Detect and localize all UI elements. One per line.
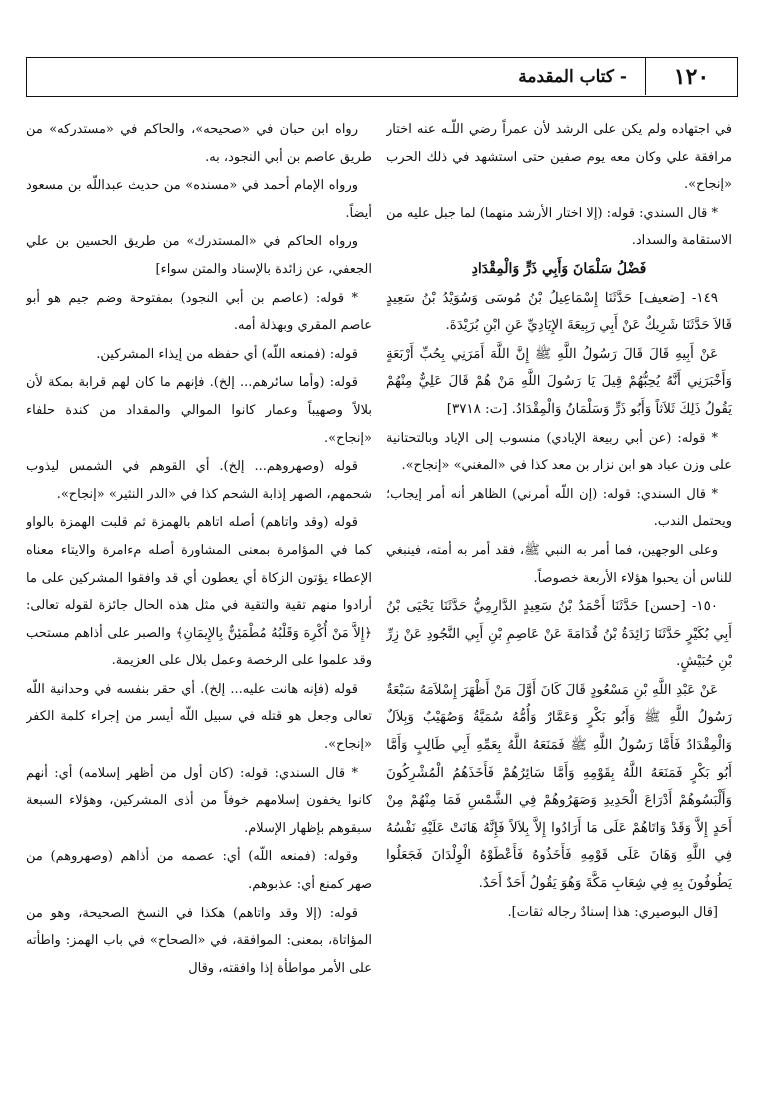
right-column: [386, 116, 732, 1106]
hadith-isnad: ١٥٠- [حسن] حَدَّثَنَا أَحْمَدُ بْنُ سَعِيدٍ الدَّارِمِيُّ حَدَّثَنَا يَحْيَى بْنُ أَبِي بُكَيْرٍ حَدَّثَنَا زَائِدَةُ بْنُ قُدَامَةَ عَنْ عَاصِمِ بْنِ أَبِي النَّجُودِ عَنْ زِرِّ بْنِ حُبَيْشٍ.: [386, 599, 732, 670]
commentary-paragraph: رواه ابن حبان في «صحيحه»، والحاكم في «مستدركه» من طريق عاصم بن أبي النجود، به.: [26, 122, 372, 165]
book-title: - كتاب المقدمة: [518, 66, 627, 87]
commentary-paragraph: قوله: (وأما سائرهم... إلخ). فإنهم ما كان لهم قرابة بمكة لأن بلالاً وصهيباً وعمار كانوا الموالي والمقداد من كندة حلفاء «إنجاح».: [26, 375, 372, 446]
commentary-paragraph: وقوله: (فمنعه اللّه) أي: عصمه من أذاهم (وصهروهم) من صهر كمنع أي: عذبوهم.: [26, 849, 372, 893]
commentary-paragraph: ورواه الحاكم في «المستدرك» من طريق الحسين بن علي الجعفي، عن زائدة بالإسناد والمتن سواء]: [26, 234, 372, 277]
commentary-paragraph: قوله (وصهروهم... إلخ). أي القوهم في الشمس ليذوب شحمهم، الصهر إذابة الشحم كذا في «الدر النثير» «إنجاح».: [26, 459, 372, 502]
left-column: [26, 116, 372, 1106]
grading-note: [قال البوصيري: هذا إسنادٌ رجاله ثقات].: [507, 904, 718, 920]
commentary-paragraph: ورواه الإمام أحمد في «مسنده» من حديث عبداللّه بن مسعود أيضاً.: [26, 178, 372, 221]
hadith-isnad: ١٤٩- [ضعيف] حَدَّثَنَا إِسْمَاعِيلُ بْنُ مُوسَى وَسُوَيْدُ بْنُ سَعِيدٍ قَالاَ حَدَّثَنَا شَرِيكٌ عَنْ أَبِي رَبِيعَةَ الإِيَادِيِّ عَنِ ابْنِ بُرَيْدَةَ.: [386, 290, 732, 334]
commentary-paragraph: * قوله: (عن أبي ربيعة الإيادي) منسوب إلى الإياد وبالتحتانية على وزن عباد هو ابن نزار بن معد كذا في «المغني» «إنجاح».: [386, 430, 732, 474]
page-number: ١٢٠: [645, 58, 737, 95]
commentary-paragraph: قوله: (فمنعه اللّه) أي حفظه من إيذاء المشركين.: [96, 346, 358, 362]
commentary-paragraph: قوله (فإنه هانت عليه... إلخ). أي حقر بنفسه في وحدانية اللّه تعالى وجعل هو قتله في سبيل اللّه أيسر من إجراء كلمة الكفر «إنجاح».: [26, 681, 372, 753]
commentary-paragraph: قوله (وقد واتاهم) أصله اتاهم بالهمزة ثم قلبت الهمزة بالواو كما في المؤامرة بمعنى المشاورة أصله مءامرة والايتاء معناه الإعطاء يؤتون الزكاة أي يعطون أي قد وافقوا المشركين على ما أرادوا منهم تقية والتقية في مثل هذه الحال جائزة لقوله تعالى: ﴿إِلاَّ مَنْ أُكْرِهَ وَقَلْبُهُ مُطْمَئِنٌّ بِالإِيمَانِ﴾ والصبر على أذاهم مستحب وقد علموا على الرخصة وعمل بلال على العزيمة.: [26, 515, 372, 669]
commentary-paragraph: وعلى الوجهين، فما أمر به النبي ﷺ، فقد أمر به أمته، فينبغي للناس أن يحبوا هؤلاء الأربعة خصوصاً.: [386, 542, 732, 586]
commentary-paragraph: * قال السندي: قوله: (إن اللّه أمرني) الظاهر أنه أمر إيجاب؛ ويحتمل الندب.: [386, 486, 732, 530]
commentary-paragraph: * قال السندي: قوله: (إلا اختار الأرشد منهما) لما جبل عليه من الاستقامة والسداد.: [386, 205, 732, 249]
commentary-paragraph: * قوله: (عاصم بن أبي النجود) بمفتوحة وضم جيم هو أبو عاصم المقري وبهذلة أمه.: [26, 290, 372, 334]
hadith-text: عَنْ عَبْدِ اللَّهِ بْنِ مَسْعُودٍ قَالَ كَانَ أَوَّلَ مَنْ أَظْهَرَ إِسْلاَمَهُ سَبْعَةٌ رَسُولُ اللَّهِ ﷺ وَأَبُو بَكْرٍ وَعَمَّارٌ وَأُمُّهُ سُمَيَّةُ وَصُهَيْبٌ وَبِلاَلٌ وَالْمِقْدَادُ فَأَمَّا رَسُولُ اللَّهِ ﷺ فَمَنَعَهُ اللَّهُ بِعَمِّهِ أَبِي طَالِبٍ وَأَمَّا أَبُو بَكْرٍ فَمَنَعَهُ اللَّهُ بِقَوْمِهِ وَأَمَّا سَائِرُهُمْ فَأَخَذَهُمُ الْمُشْرِكُونَ وَأَلْبَسُوهُمْ أَدْرَاعَ الْحَدِيدِ وَصَهَرُوهُمْ فِي الشَّمْسِ فَمَا مِنْهُمْ مِنْ أَحَدٍ إِلاَّ وَقَدْ وَاتَاهُمْ عَلَى مَا أَرَادُوا إِلاَّ بِلاَلاً فَإِنَّهُ هَانَتْ عَلَيْهِ نَفْسُهُ فِي اللَّهِ وَهَانَ عَلَى قَوْمِهِ فَأَخَذُوهُ فَأَعْطَوْهُ الْوِلْدَانَ فَجَعَلُوا يَطُوفُونَ بِهِ فِي شِعَابِ مَكَّةَ وَهُوَ يَقُولُ أَحَدٌ أَحَدٌ.: [386, 682, 732, 892]
page-header: [26, 57, 738, 97]
commentary-paragraph: في اجتهاده ولم يكن على الرشد لأن عمراً رضي اللّـه عنه اختار مرافقة علي وكان معه يوم صفين حتى استشهد في ذلك الحرب «إنجاح».: [386, 122, 732, 193]
hadith-text: عَنْ أَبِيهِ قَالَ قَالَ رَسُولُ اللَّهِ ﷺ إِنَّ اللَّهَ أَمَرَنِي بِحُبِّ أَرْبَعَةٍ وَأَخْبَرَنِي أَنَّهُ يُحِبُّهُمْ قِيلَ يَا رَسُولَ اللَّهِ مَنْ هُمْ قَالَ عَلِيٌّ مِنْهُمْ يَقُولُ ذَلِكَ ثَلاَثاً وَأَبُو ذَرٍّ وَسَلْمَانُ وَالْمِقْدَادُ. [ت: ٣٧١٨]: [386, 346, 732, 417]
commentary-paragraph: * قال السندي: قوله: (كان أول من أظهر إسلامه) أي: أنهم كانوا يخفون إسلامهم خوفاً من أذى المشركين، وهؤلاء السبعة سبقوهم بإظهار الإسلام.: [26, 765, 372, 836]
chapter-heading: فَضْلُ سَلْمَانَ وَأَبِي ذَرٍّ وَالْمِقْدَادِ: [471, 260, 647, 277]
commentary-paragraph: قوله: (إلا وقد واتاهم) هكذا في النسخ الصحيحة، وهو من المؤاتاة، بمعنى: الموافقة، في «الصحاح» في باب الهمز: واطأته على الأمر مواطأة إذا وافقته، وقال: [26, 905, 372, 976]
